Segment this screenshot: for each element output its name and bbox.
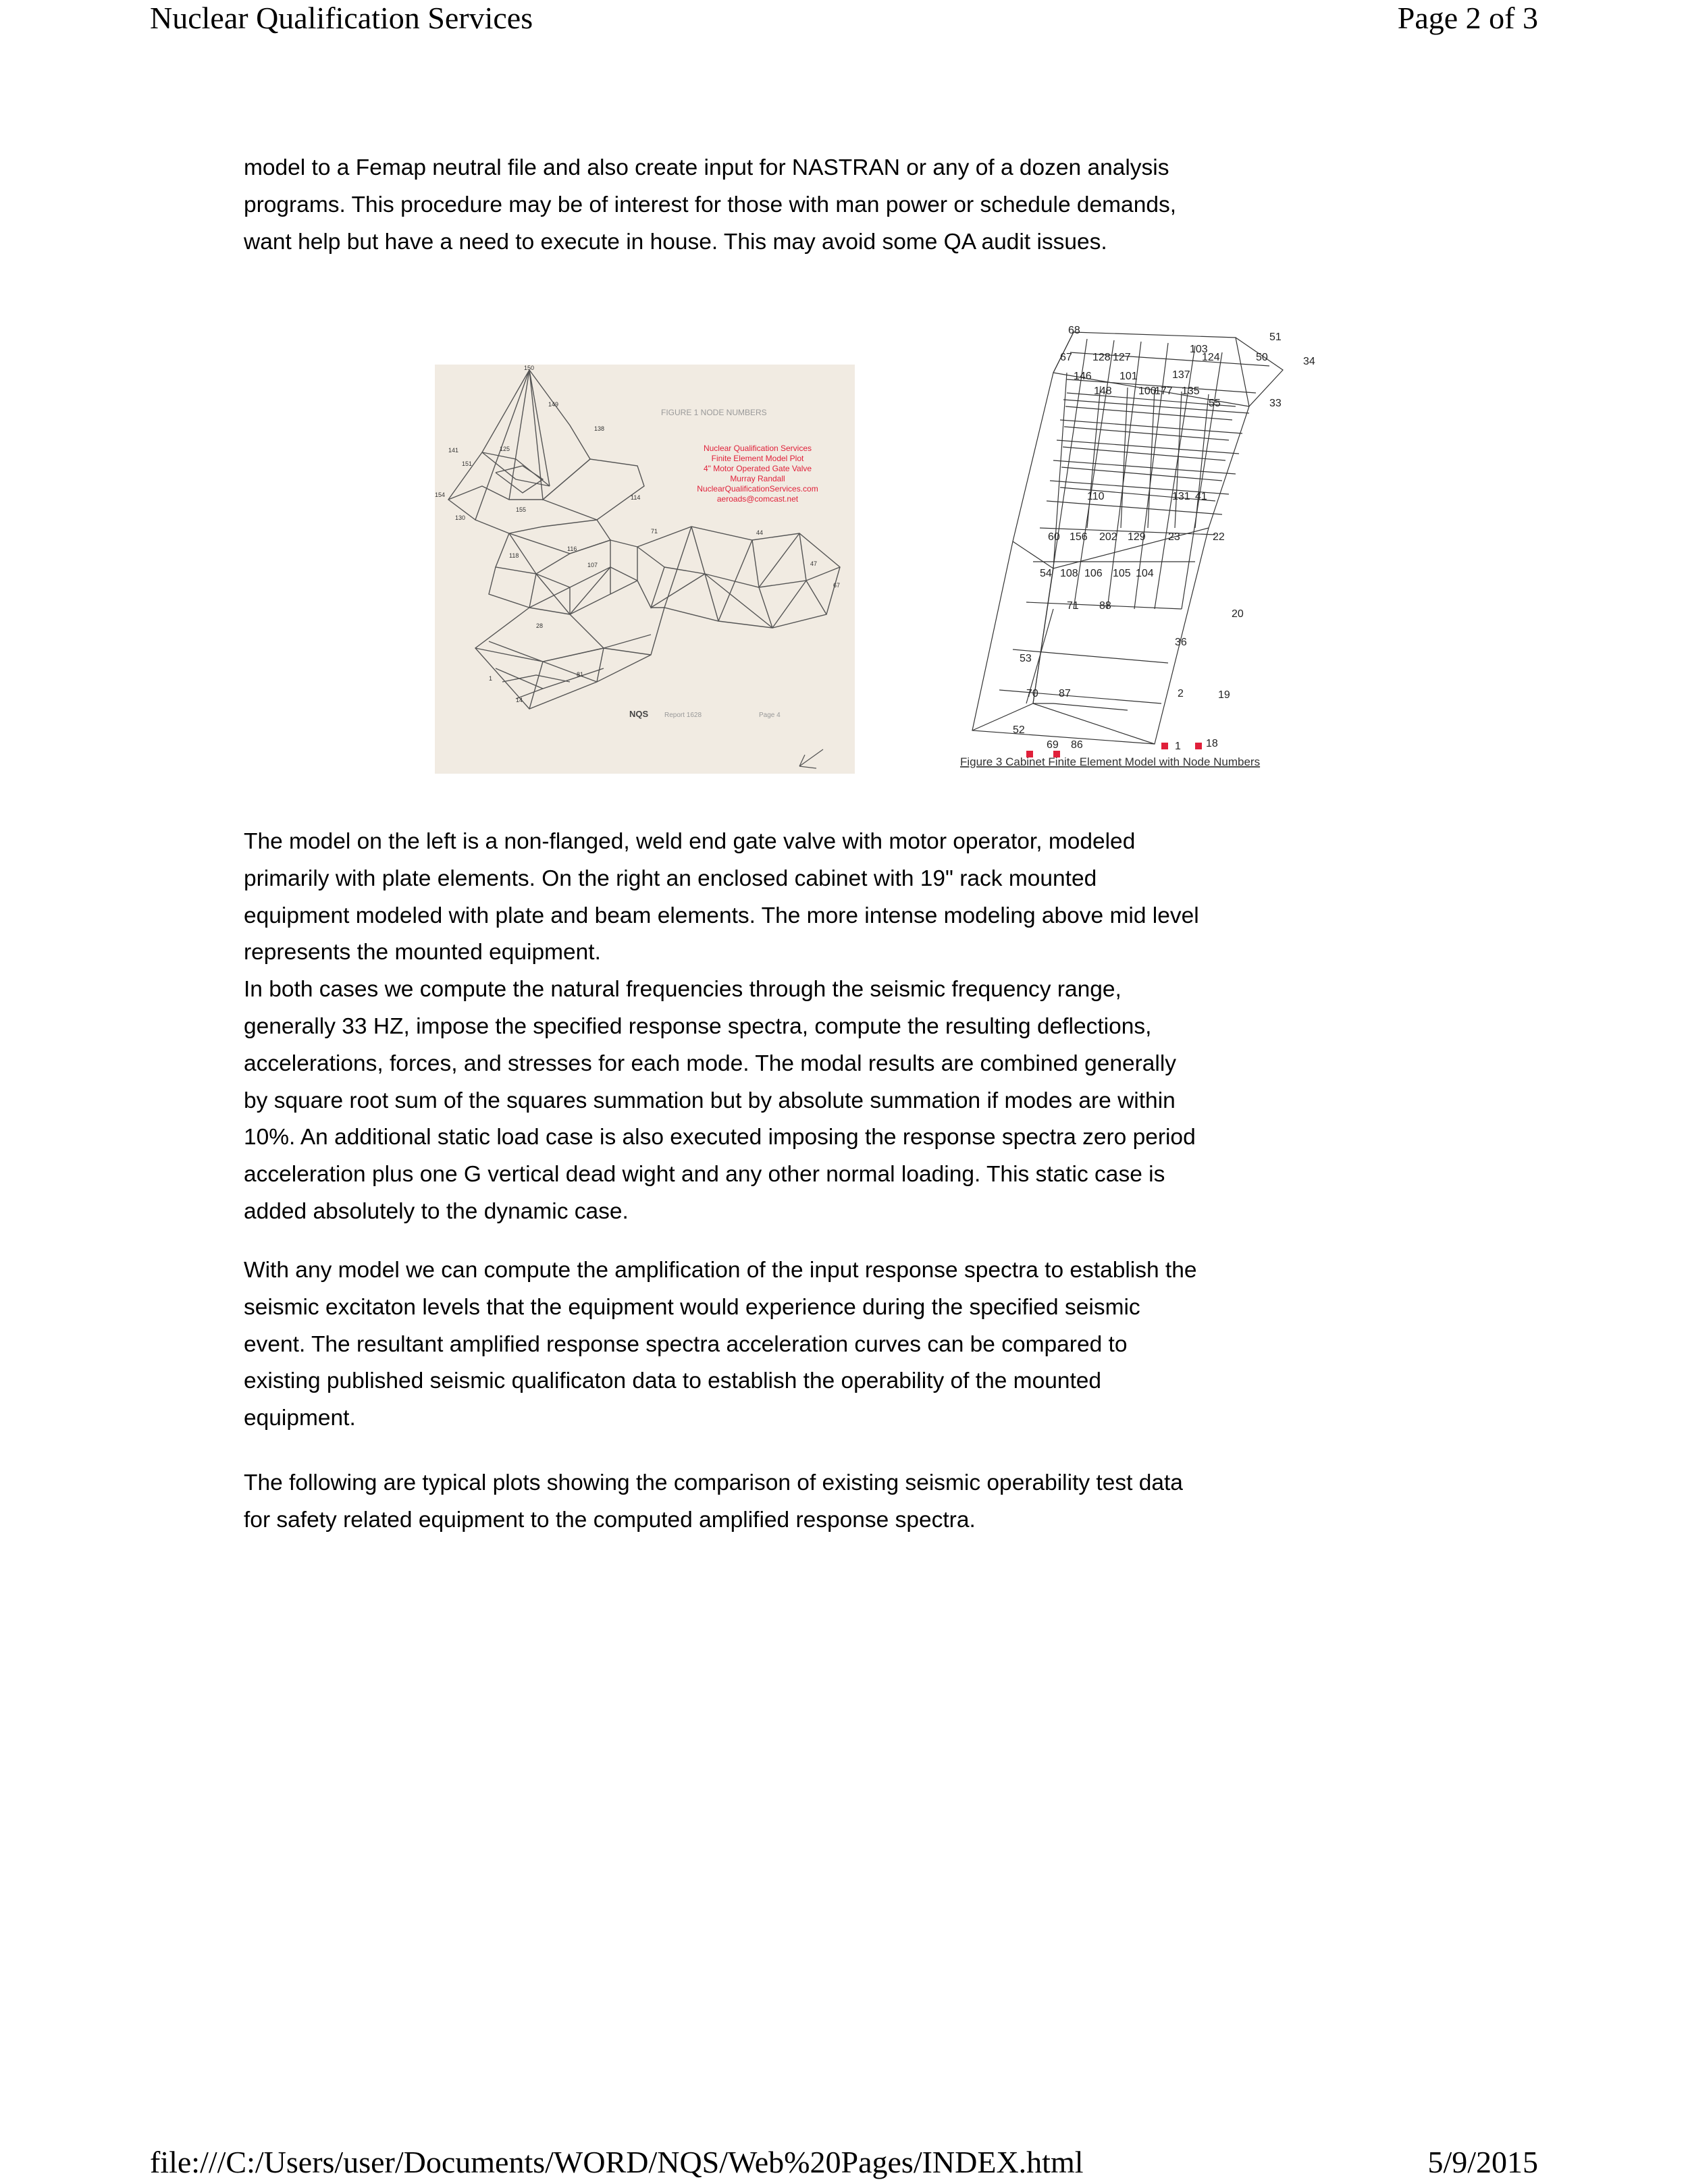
svg-text:55: 55 bbox=[1209, 398, 1221, 409]
svg-text:107: 107 bbox=[587, 562, 598, 568]
svg-text:124: 124 bbox=[1202, 352, 1220, 363]
svg-text:67: 67 bbox=[833, 582, 841, 589]
svg-text:87: 87 bbox=[1059, 688, 1071, 699]
svg-text:118: 118 bbox=[509, 552, 519, 559]
figure-left-label-line: NuclearQualificationServices.com bbox=[697, 484, 818, 494]
svg-text:69: 69 bbox=[1047, 739, 1059, 751]
svg-text:129: 129 bbox=[1128, 531, 1146, 543]
svg-text:116: 116 bbox=[567, 545, 577, 552]
svg-text:146: 146 bbox=[1074, 371, 1092, 382]
svg-text:103: 103 bbox=[1190, 344, 1208, 355]
svg-text:149: 149 bbox=[548, 401, 559, 408]
svg-text:177: 177 bbox=[1155, 385, 1173, 397]
svg-text:22: 22 bbox=[1213, 531, 1225, 543]
svg-text:135: 135 bbox=[1182, 385, 1200, 397]
figure-left-footer: NQS bbox=[629, 709, 649, 719]
paragraph-amplification: With any model we can compute the amplification of the input response spectra to establish the seismic excitaton levels that the equipment would experience during the specified seismic event. The resultant amplified response spectra acceleration curves can be compared to existing published seismic qualificaton data to establish the operability of the mounted equipment. bbox=[244, 1258, 1197, 1431]
svg-text:125: 125 bbox=[500, 446, 510, 452]
figure-right-caption: Figure 3 Cabinet Finite Element Model with Node Numbers bbox=[960, 755, 1261, 768]
header-title: Nuclear Qualification Services bbox=[150, 1, 533, 35]
figure-left-footer-report: Report 1628 bbox=[664, 712, 702, 719]
svg-text:141: 141 bbox=[448, 447, 459, 454]
svg-text:52: 52 bbox=[1013, 724, 1025, 736]
svg-text:18: 18 bbox=[1206, 738, 1218, 749]
paragraph-model-description-a: The model on the left is a non-flanged, weld end gate valve with motor operator, modeled primarily with plate elements. On the right an enclosed cabinet with 19" rack mounted equipment modeled with plate and beam elements. The more intense modeling above mid level represents the mounted equipment. bbox=[244, 829, 1199, 965]
svg-text:88: 88 bbox=[1099, 600, 1111, 612]
svg-text:67: 67 bbox=[1060, 352, 1072, 363]
svg-text:106: 106 bbox=[1084, 568, 1103, 579]
svg-text:130: 130 bbox=[455, 514, 466, 521]
svg-text:101: 101 bbox=[1119, 371, 1138, 382]
svg-text:131: 131 bbox=[1172, 491, 1190, 502]
svg-text:50: 50 bbox=[1256, 352, 1268, 363]
svg-text:41: 41 bbox=[1195, 491, 1207, 502]
svg-text:51: 51 bbox=[1269, 331, 1282, 343]
svg-text:100: 100 bbox=[1138, 385, 1157, 397]
svg-text:137: 137 bbox=[1172, 369, 1190, 381]
svg-text:33: 33 bbox=[1269, 398, 1282, 409]
svg-text:23: 23 bbox=[1168, 531, 1180, 543]
figure-left-label-line: Murray Randall bbox=[730, 474, 785, 483]
svg-text:150: 150 bbox=[524, 365, 535, 371]
figure-left-heading: FIGURE 1 NODE NUMBERS bbox=[661, 408, 767, 417]
paragraph-model-description bbox=[244, 824, 1203, 1231]
cabinet-node-number-labels bbox=[1013, 325, 1315, 752]
svg-text:138: 138 bbox=[594, 425, 605, 432]
svg-text:53: 53 bbox=[1020, 653, 1032, 664]
figure-left-footer-page: Page 4 bbox=[759, 712, 781, 719]
paragraph-model-description-b: In both cases we compute the natural frequencies through the seismic frequency range, generally 33 HZ, impose the specified response spectra, compute the resulting deflections, accelerations, forces, and stresses for each mode. The modal results are combined generally by square root sum of the squares summation but by absolute summation if modes are within 10%. An additional static load case is also executed imposing the response spectra zero period acceleration plus one G vertical dead wight and any other normal loading. This static case is added absolutely to the dynamic case. bbox=[244, 977, 1196, 1224]
svg-text:20: 20 bbox=[1232, 608, 1244, 620]
cabinet-fem-figure bbox=[952, 325, 1350, 771]
svg-text:44: 44 bbox=[756, 529, 764, 536]
footer-date: 5/9/2015 bbox=[1427, 2145, 1538, 2179]
header-page-number: Page 2 of 3 bbox=[1397, 1, 1538, 35]
svg-text:154: 154 bbox=[435, 491, 446, 498]
paragraph-intro: model to a Femap neutral file and also create input for NASTRAN or any of a dozen analysis programs. This procedure may be of interest for those with man power or schedule demands, want help but have a need to execute in house. This may avoid some QA audit issues. bbox=[244, 155, 1177, 255]
svg-text:114: 114 bbox=[631, 494, 641, 501]
svg-text:105: 105 bbox=[1113, 568, 1131, 579]
svg-text:1: 1 bbox=[489, 675, 493, 682]
svg-text:148: 148 bbox=[1094, 385, 1112, 397]
figure-left-label-line: Nuclear Qualification Services bbox=[703, 444, 812, 453]
svg-text:34: 34 bbox=[1303, 356, 1315, 367]
svg-text:68: 68 bbox=[1068, 325, 1080, 336]
svg-text:71: 71 bbox=[651, 528, 658, 535]
svg-text:71: 71 bbox=[1067, 600, 1079, 612]
svg-text:156: 156 bbox=[1070, 531, 1088, 543]
svg-text:202: 202 bbox=[1099, 531, 1117, 543]
svg-text:54: 54 bbox=[1040, 568, 1052, 579]
svg-text:81: 81 bbox=[577, 671, 584, 678]
figure-left-label-line: 4" Motor Operated Gate Valve bbox=[703, 464, 812, 473]
svg-text:110: 110 bbox=[1087, 491, 1105, 502]
svg-text:2: 2 bbox=[1178, 688, 1184, 699]
svg-text:60: 60 bbox=[1048, 531, 1060, 543]
svg-text:155: 155 bbox=[516, 506, 527, 513]
svg-text:127: 127 bbox=[1113, 352, 1131, 363]
paragraph-plots-intro: The following are typical plots showing the comparison of existing seismic operability test data for safety related equipment to the computed amplified response spectra. bbox=[244, 1470, 1183, 1533]
svg-text:47: 47 bbox=[810, 560, 818, 567]
svg-text:151: 151 bbox=[462, 460, 473, 467]
svg-text:28: 28 bbox=[536, 622, 544, 629]
figure-left-label-line: Finite Element Model Plot bbox=[711, 454, 804, 463]
svg-text:108: 108 bbox=[1060, 568, 1078, 579]
figure-left-label-line: aeroads@comcast.net bbox=[716, 494, 799, 504]
svg-text:128: 128 bbox=[1092, 352, 1111, 363]
svg-text:86: 86 bbox=[1071, 739, 1083, 751]
svg-text:36: 36 bbox=[1175, 637, 1187, 648]
svg-text:1: 1 bbox=[1175, 741, 1181, 752]
footer-file-path: file:///C:/Users/user/Documents/WORD/NQS/Web%20Pages/INDEX.html bbox=[150, 2145, 1084, 2179]
svg-text:104: 104 bbox=[1136, 568, 1154, 579]
svg-text:19: 19 bbox=[1218, 689, 1230, 701]
svg-text:70: 70 bbox=[1026, 688, 1038, 699]
svg-text:14: 14 bbox=[516, 697, 523, 703]
valve-fem-figure bbox=[435, 365, 855, 774]
